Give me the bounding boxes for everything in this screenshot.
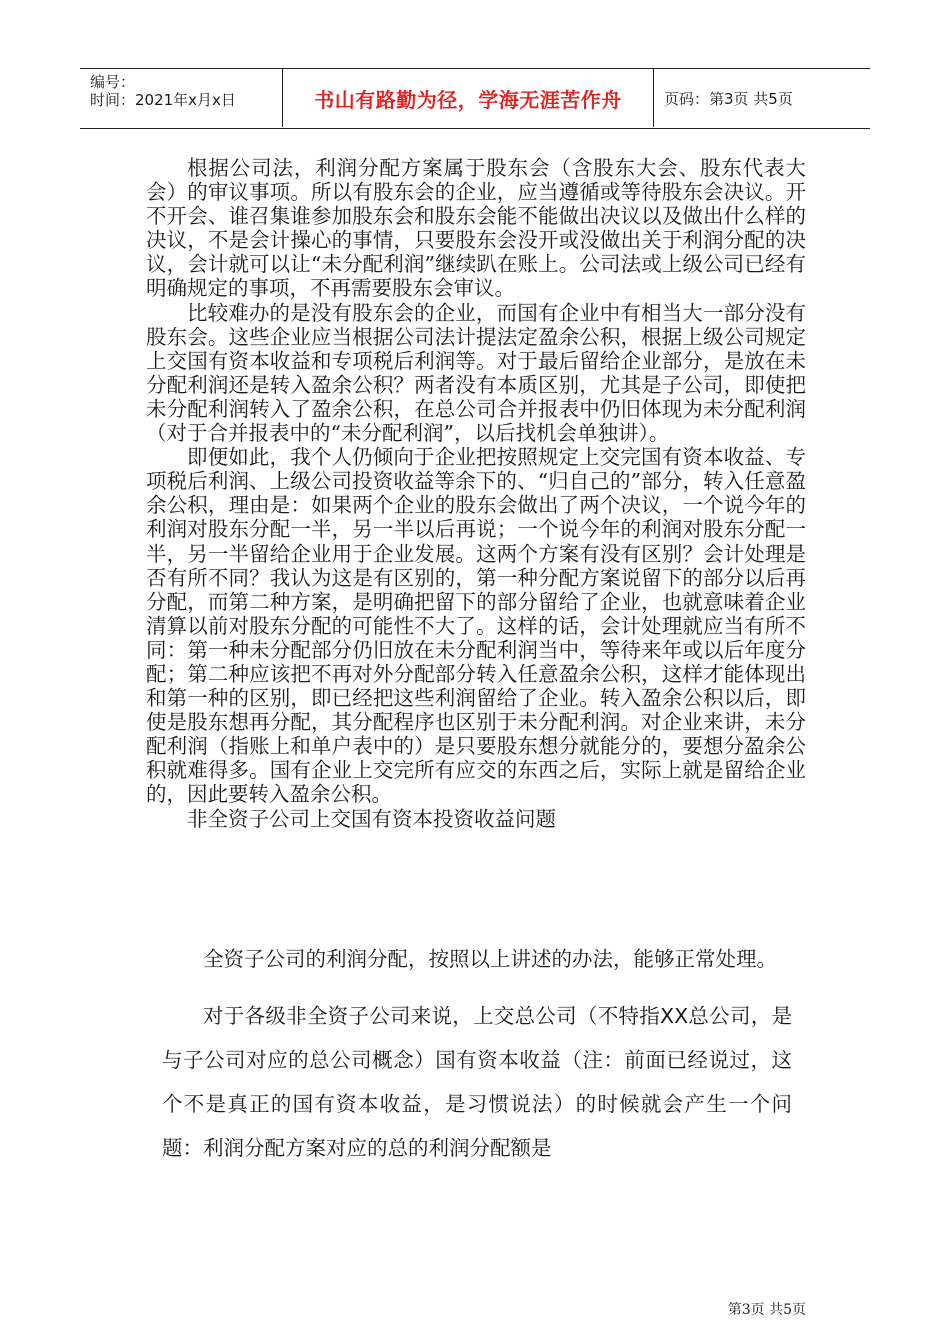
body-paragraph: 对于各级非全资子公司来说，上交总公司（不特指XX总公司，是与子公司对应的总公司概念）国有资本收益（注：前面已经说过，这个不是真正的国有资本收益，是习惯说法）的时候就会产生一个问题：利润分配方案对应的总的利润分配额是: [162, 1004, 792, 1160]
body-paragraph: 即便如此，我个人仍倾向于企业把按照规定上交完国有资本收益、专项税后利润、上级公司投资收益等余下的、“归自己的”部分，转入任意盈余公积，理由是：如果两个企业的股东会做出了两个决议，一个说今年的利润对股东分配一半，另一半以后再说；一个说今年的利润对股东分配一半，另一半留给企业用于企业发展。这两个方案有没有区别？会计处理是否有所不同？我认为这是有区别的，第一种分配方案说留下的部分以后再分配，而第二种方案，是明确把留下的部分留给了企业，也就意味着企业清算以前对股东分配的可能性不大了。这样的话，会计处理就应当有所不同：第一种未分配部分仍旧放在未分配利润当中，等待来年或以后年度分配；第二种应该把不再对外分配部分转入任意盈余公积，这样才能体现出和第一种的区别，即已经把这些利润留给了企业。转入盈余公积以后，即使是股东想再分配，其分配程序也区别于未分配利润。对企业来讲，未分配利润（指账上和单户表中的）是只要股东想分就能分的，要想分盈余公积就难得多。国有企业上交完所有应交的东西之后，实际上就是留给企业的，因此要转入盈余公积。: [146, 445, 806, 807]
page-header: [80, 68, 870, 129]
page-footer: 第3页 共5页: [727, 1302, 806, 1318]
header-motto: 书山有路勤为径，学海无涯苦作舟: [314, 87, 622, 112]
body-paragraph: 全资子公司的利润分配，按照以上讲述的办法，能够正常处理。: [203, 947, 777, 971]
document-time-label: 时间：2021年x月x日: [90, 91, 236, 109]
header-meta-cell: [80, 69, 282, 127]
section-heading: 非全资子公司上交国有资本投资收益问题: [187, 806, 556, 831]
header-page-cell: [654, 69, 870, 127]
header-motto-cell: [282, 69, 654, 127]
body-paragraph: 比较难办的是没有股东会的企业，而国有企业中有相当大一部分没有股东会。这些企业应当根据公司法计提法定盈余公积，根据上级公司规定上交国有资本收益和专项税后利润等。对于最后留给企业部分，是放在未分配利润还是转入盈余公积？两者没有本质区别，尤其是子公司，即使把未分配利润转入了盈余公积，在总公司合并报表中仍旧体现为未分配利润（对于合并报表中的“未分配利润”，以后找机会单独讲）。: [146, 300, 806, 446]
header-page-number: 页码：第3页 共5页: [664, 89, 793, 108]
document-body-sans: [162, 937, 792, 1170]
document-body-serif: [146, 156, 806, 831]
body-paragraph: 根据公司法，利润分配方案属于股东会（含股东大会、股东代表大会）的审议事项。所以有股东会的企业，应当遵循或等待股东会决议。开不开会、谁召集谁参加股东会和股东会能不能做出决议以及做出什么样的决议，不是会计操心的事情，只要股东会没开或没做出关于利润分配的决议，会计就可以让“未分配利润”继续趴在账上。公司法或上级公司已经有明确规定的事项，不再需要股东会审议。: [146, 156, 806, 301]
document-number-label: 编号：: [90, 73, 136, 91]
